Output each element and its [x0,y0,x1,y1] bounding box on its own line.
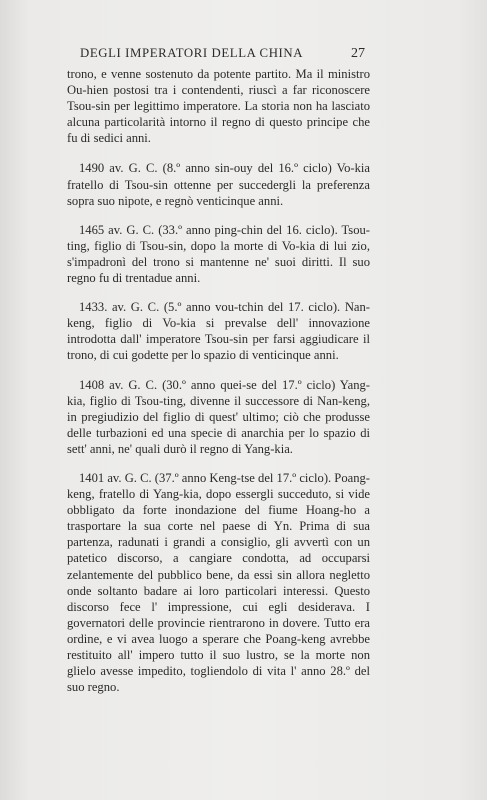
paragraph-1433: 1433. av. G. C. (5.º anno vou-tchin del 17. ciclo). Nan-keng, figlio di Vo-kia si prevalse dell' innovazione introdotta dall' imperatore Tsou-sin per farsi aggiudicare il trono, di cui godette per lo spazio di venticinque anni. [67,300,370,363]
page-body [67,66,370,708]
page-header [80,46,380,66]
paragraph-1401: 1401 av. G. C. (37.º anno Keng-tse del 17.º ciclo). Poang-keng, fratello di Yang-kia, dopo essergli succeduto, si vide obbligato da forte inondazione del fiume Hoang-ho a trasportare la sua corte nel paese di Yn. Prima di sua partenza, radunati i grandi a consiglio, gli avvertì con un patetico discorso, a cangiare condotta, ad occuparsi zelantemente del pubblico bene, da essi sin allora negletto onde soltanto badare ai loro particolari interessi. Questo discorso fece l' impressione, cui egli desiderava. I governatori delle provincie rientrarono in dovere. Tutto era ordine, e vi avea luogo a sperare che Poang-keng avrebbe restituito all' impero tutto il suo lustro, se la morte non glielo avesse impedito, togliendolo di vita l' anno 28.º del suo regno. [67,470,370,695]
running-head: DEGLI IMPERATORI DELLA CHINA [80,46,304,60]
paragraph-1490: 1490 av. G. C. (8.º anno sin-ouy del 16.º ciclo) Vo-kia fratello di Tsou-sin ottenne per succedergli la preferenza sopra suo nipote, e regnò venticinque anni. [67,161,370,208]
paragraph-continuation: trono, e venne sostenuto da potente partito. Ma il ministro Ou-hien postosi tra i contendenti, riuscì a far riconoscere Tsou-sin per legittimo imperatore. La storia non ha lasciato alcuna particolarità intorno il regno di questo principe che fu di sedici anni. [67,67,370,146]
paragraph-1408: 1408 av. G. C. (30.º anno quei-se del 17.º ciclo) Yang-kia, figlio di Tsou-ting, divenne il successore di Nan-keng, in pregiudizio del figlio di quest' ultimo; ciò che produsse delle turbazioni ed una specie di anarchia per lo spazio di sett' anni, ne' quali durò il regno di Yang-kia. [67,377,370,456]
page-number: 27 [351,46,365,61]
paragraph-1465: 1465 av. G. C. (33.º anno ping-chin del 16. ciclo). Tsou-ting, figlio di Tsou-sin, dopo la morte di Vo-kia di lui zio, s'impadronì del trono si mantenne ne' suoi diritti. Il suo regno fu di trentadue anni. [67,222,370,286]
